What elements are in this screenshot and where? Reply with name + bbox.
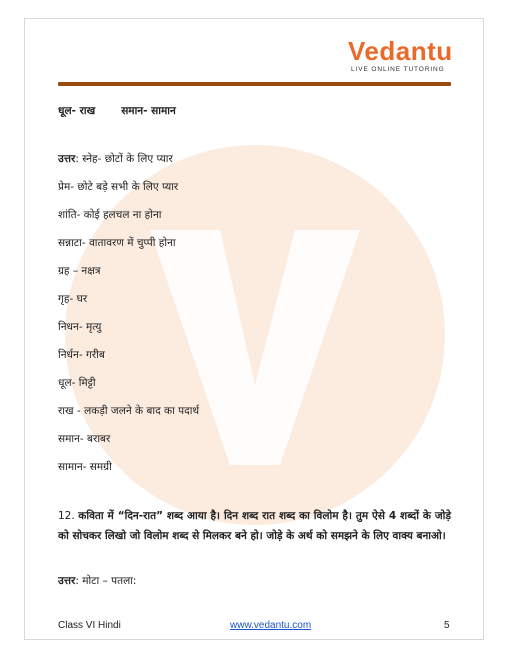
answer-line-1 xyxy=(58,152,173,166)
question-12 xyxy=(58,506,451,546)
footer-class-label: Class VI Hindi xyxy=(58,620,121,631)
top-pair-1: धूल- राख xyxy=(58,105,96,117)
top-pair-2: समान- सामान xyxy=(121,105,176,117)
answer-first-text: : स्नेह- छोटों के लिए प्यार xyxy=(75,153,173,165)
top-word-pairs xyxy=(58,104,176,118)
logo-word: Vedantu xyxy=(348,36,453,66)
list-item: राख - लकड़ी जलने के बाद का पदार्थ xyxy=(58,405,200,417)
answer-line-2 xyxy=(58,574,136,588)
answer-label: उत्तर xyxy=(58,153,76,165)
list-item: निधन- मृत्यु xyxy=(58,321,102,333)
list-item: प्रेम- छोटे बड़े सभी के लिए प्यार xyxy=(58,181,179,193)
list-item: सामान- समग्री xyxy=(58,461,112,473)
header-rule xyxy=(58,82,451,86)
list-item: सन्नाटा- वातावरण में चुप्पी होना xyxy=(58,237,176,249)
vedantu-watermark-icon xyxy=(55,135,455,555)
footer-website-link[interactable]: www.vedantu.com xyxy=(230,620,312,631)
list-item: गृह- घर xyxy=(58,293,88,305)
logo-tagline: LIVE ONLINE TUTORING xyxy=(351,66,445,73)
vedantu-logo[interactable] xyxy=(348,38,458,73)
answer2-label: उत्तर xyxy=(58,575,76,587)
answer2-text: : मोटा – पतला: xyxy=(75,575,137,587)
list-item: समान- बराबर xyxy=(58,433,111,445)
list-item: शांति- कोई हलचल ना होना xyxy=(58,209,162,221)
question-text: कविता में “दिन-रात” शब्द आया है। दिन शब्द रात शब्द का विलोम है। तुम ऐसे 4 शब्दों के जोड़े को सोचकर लिखो जो विलोम शब्द से मिलकर बने हो। जोड़े के अर्थ को समझने के लिए वाक्य बनाओ। xyxy=(58,510,451,542)
page-number: 5 xyxy=(444,620,450,631)
list-item: धूल- मिट्टी xyxy=(58,377,96,389)
list-item: ग्रह – नक्षत्र xyxy=(58,265,101,277)
question-number: 12. xyxy=(58,510,75,522)
list-item: निर्धन- गरीब xyxy=(58,349,105,361)
